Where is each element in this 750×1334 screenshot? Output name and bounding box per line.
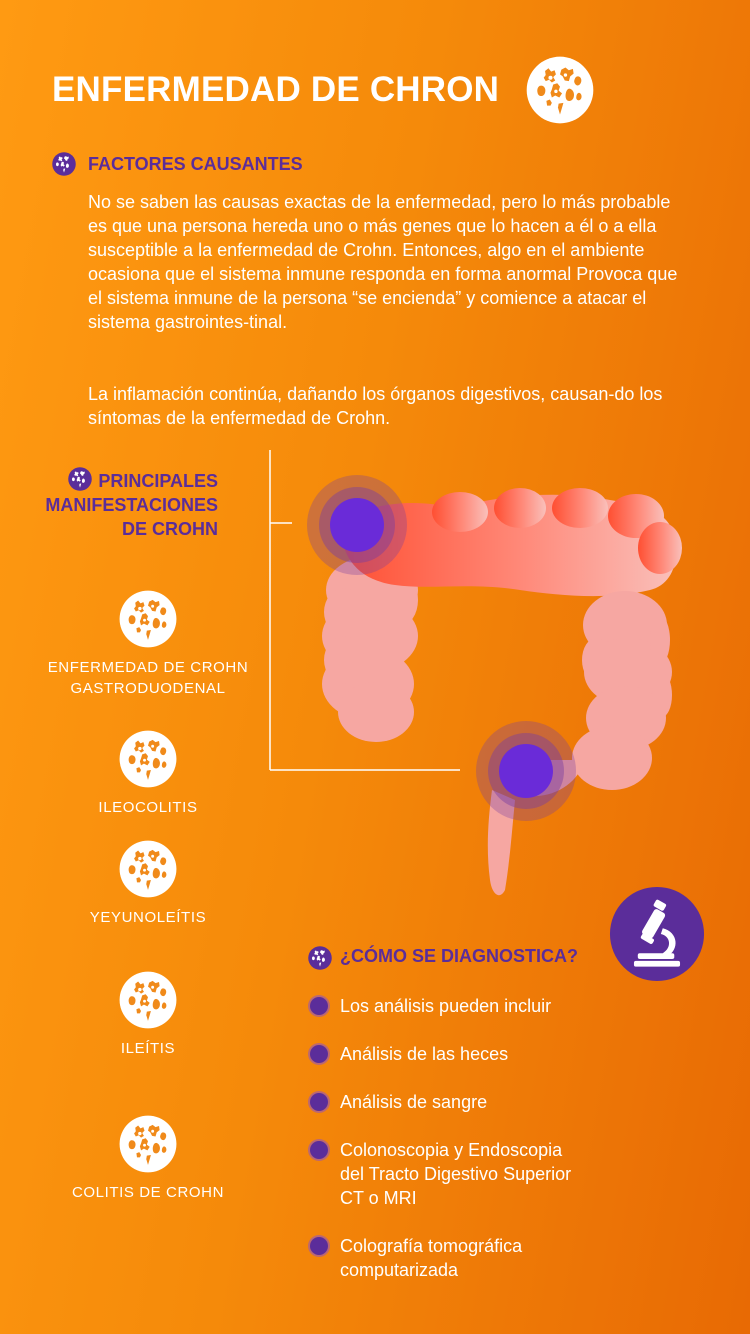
- germ-icon: [308, 946, 332, 970]
- factores-paragraph: No se saben las causas exactas de la enfermedad, pero lo más probable es que una persona hereda uno o más genes que lo hacen a él o a ella susceptible a la enfermedad de Crohn. Entonces, algo en el ambiente ocasiona que el sistema inmune responda en forma anormal Provoca que el sistema inmune de la persona “se encienda” y comience a atacar el sistema gastrointes-tinal.: [88, 192, 678, 332]
- list-item: Colonoscopia y Endoscopia del Tracto Digestivo Superior CT o MRI: [310, 1138, 640, 1210]
- germ-icon: [119, 730, 177, 788]
- bullet-icon: [310, 997, 328, 1015]
- manifestation-label: YEYUNOLEÍTIS: [89, 909, 207, 926]
- section-heading-factores: FACTORES CAUSANTES: [88, 154, 303, 174]
- section-heading-diagnostico: ¿CÓMO SE DIAGNOSTICA?: [340, 946, 578, 966]
- page-title: ENFERMEDAD DE CHRON: [52, 70, 500, 109]
- bullet-icon: [310, 1141, 328, 1159]
- germ-icon: [52, 152, 76, 176]
- manifestation-item: [30, 590, 266, 699]
- manifestation-label: COLITIS DE CROHN: [71, 1184, 225, 1201]
- manifestation-item: [30, 1115, 266, 1203]
- microscope-icon: [609, 886, 705, 982]
- manifestation-label: ILEÍTIS: [120, 1040, 176, 1057]
- manifestation-item: [30, 840, 266, 928]
- bullet-icon: [310, 1093, 328, 1111]
- germ-icon: [119, 971, 177, 1029]
- diagnostic-list: [310, 994, 640, 1306]
- germ-icon: [119, 1115, 177, 1173]
- inflammation-marker: [476, 721, 576, 821]
- list-item: Colografía tomográfica computarizada: [310, 1234, 640, 1282]
- manifestation-item: [30, 730, 266, 818]
- germ-icon: [119, 840, 177, 898]
- factores-paragraph-2: La inflamación continúa, dañando los órganos digestivos, causan-do los síntomas de la enfermedad de Crohn.: [88, 384, 663, 428]
- section-heading-manifestaciones: PRINCIPALES MANIFESTACIONES DE CROHN: [30, 467, 218, 541]
- manifestation-item: [30, 971, 266, 1059]
- manifestation-label: ILEOCOLITIS: [98, 799, 198, 816]
- bullet-icon: [310, 1237, 328, 1255]
- germ-icon: [68, 467, 92, 491]
- list-item: Análisis de las heces: [310, 1042, 640, 1066]
- list-item: Los análisis pueden incluir: [310, 994, 640, 1018]
- germ-icon: [526, 56, 594, 124]
- inflammation-marker: [307, 475, 407, 575]
- list-item: Análisis de sangre: [310, 1090, 640, 1114]
- intestine-illustration: [260, 440, 700, 910]
- bullet-icon: [310, 1045, 328, 1063]
- manifestation-label: ENFERMEDAD DE CROHN GASTRODUODENAL: [47, 659, 249, 697]
- germ-icon: [119, 590, 177, 648]
